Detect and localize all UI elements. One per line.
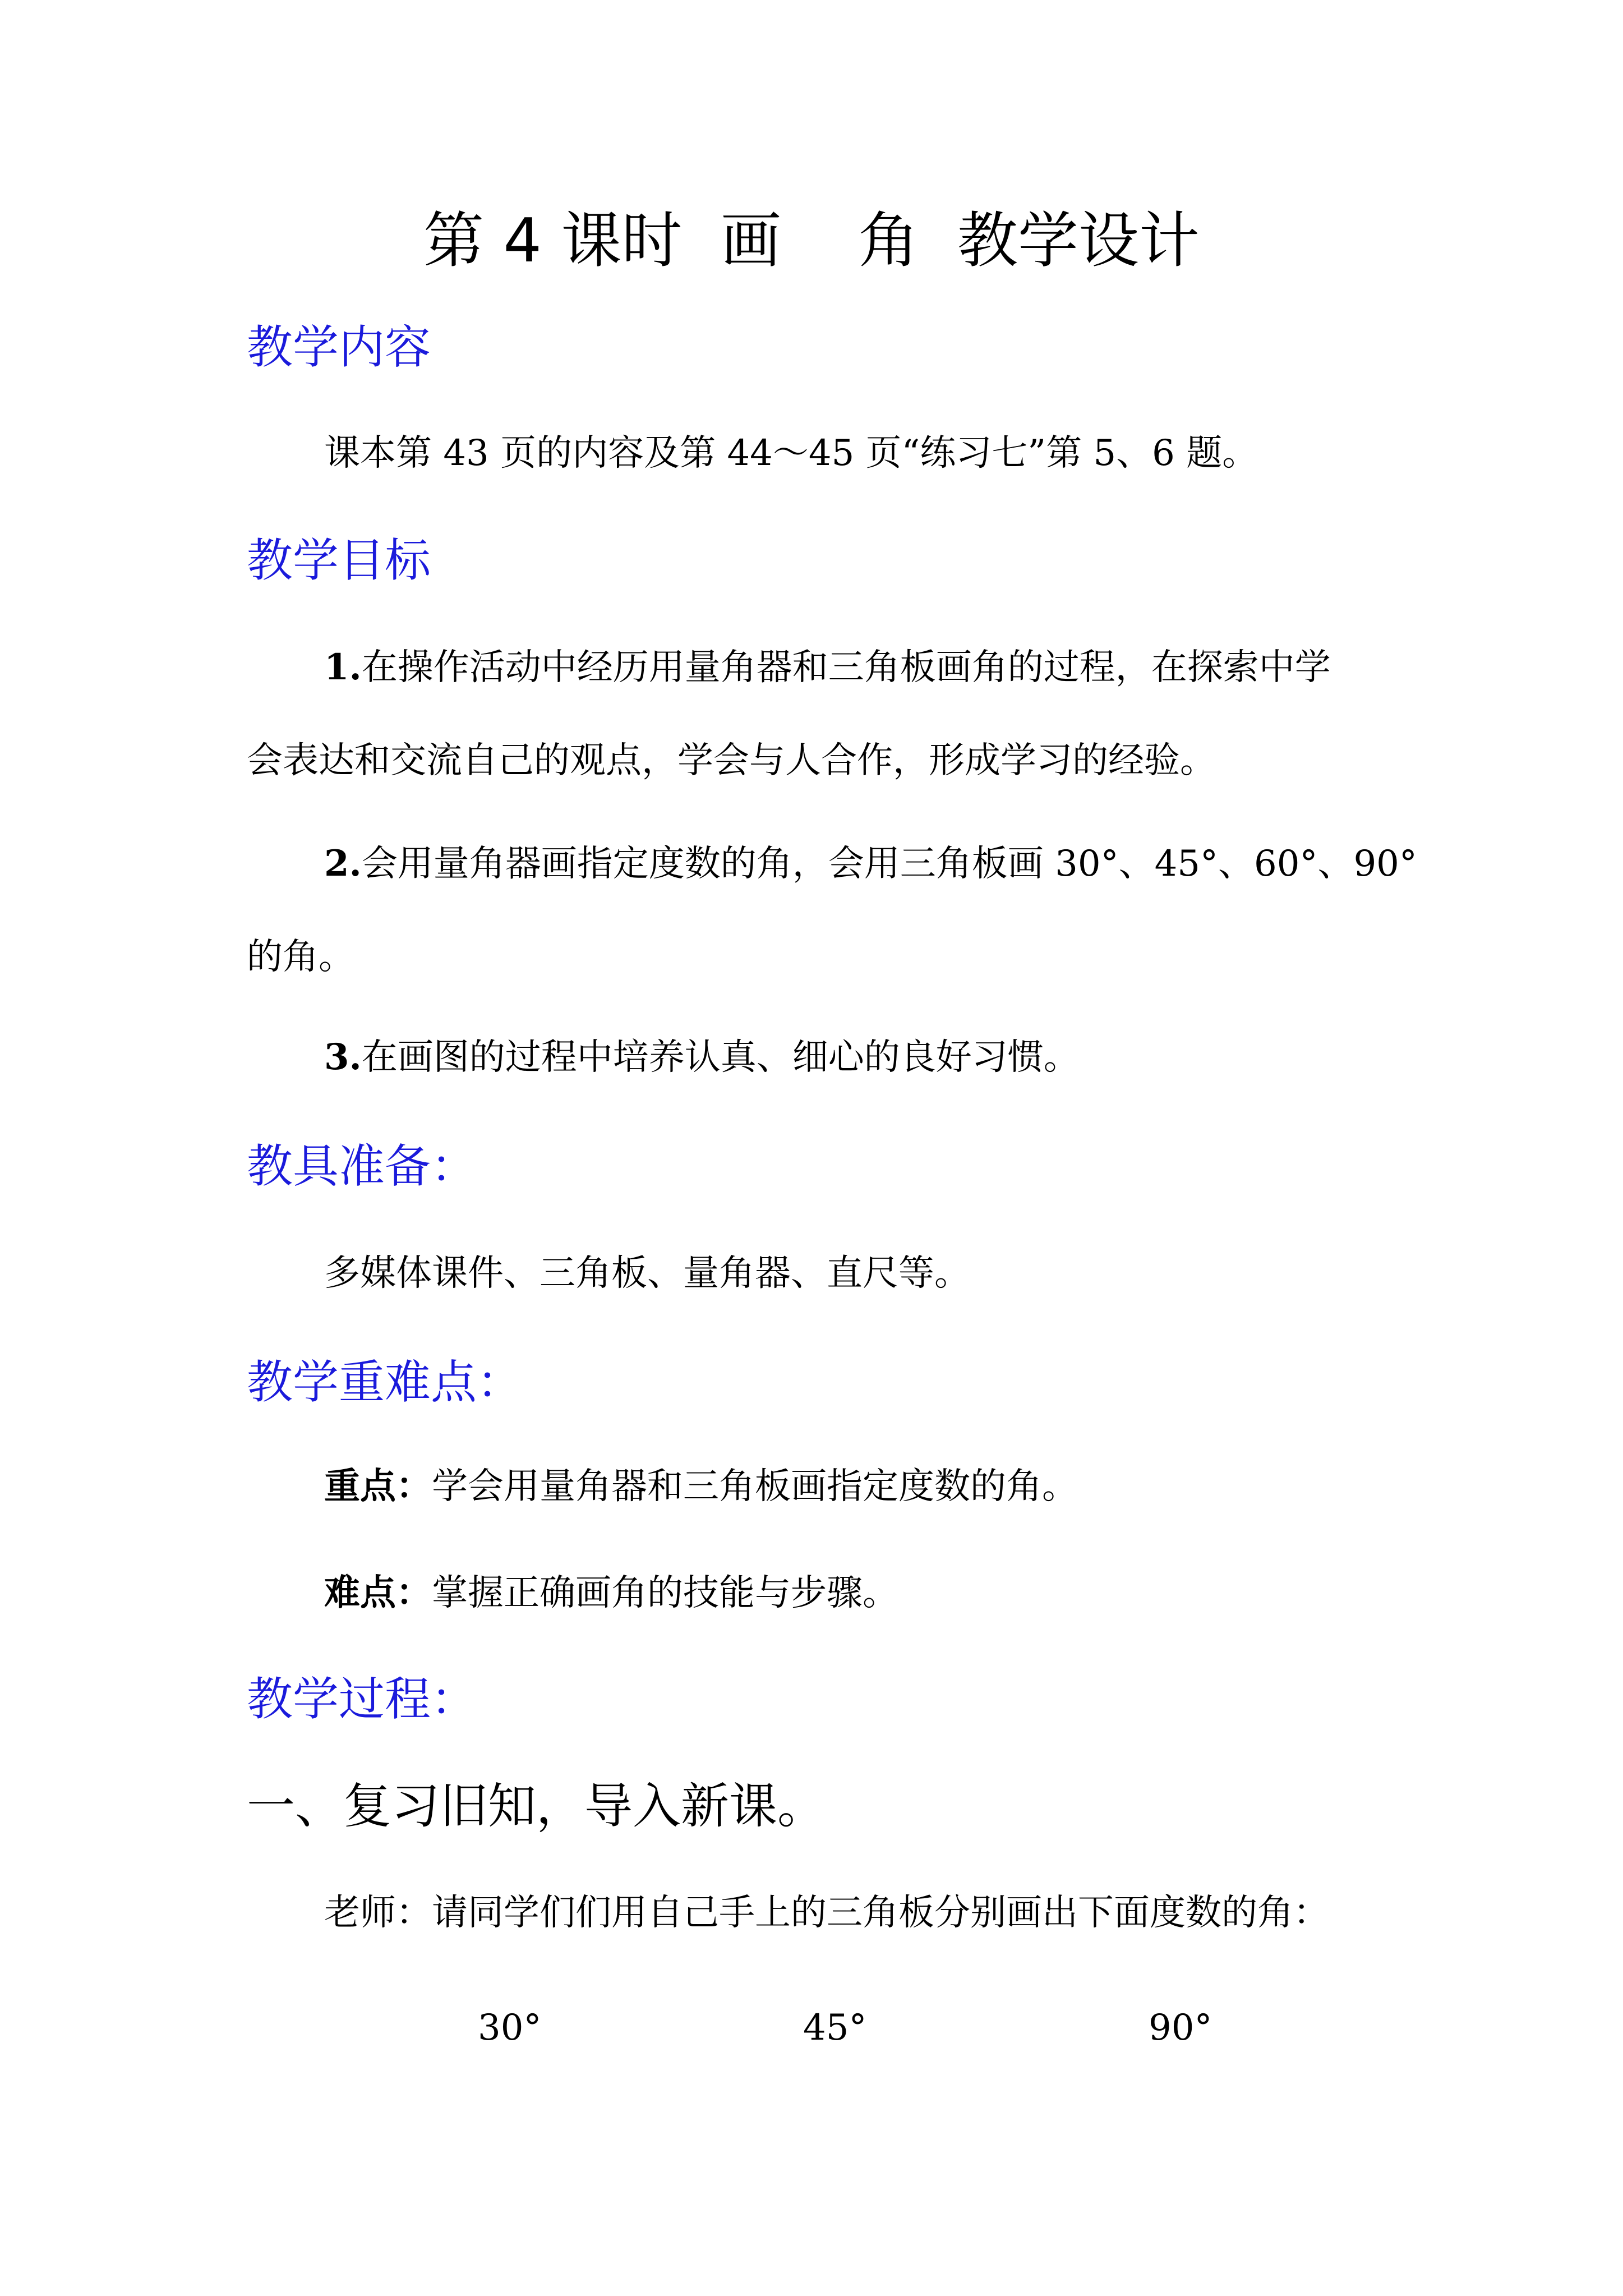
goal-item-2-text: 会用量角器画指定度数的角，会用三角板画 30°、45°、60°、90° [361, 843, 1417, 885]
teacher-text: 老师：请同学们们用自己手上的三角板分别画出下面度数的角： [324, 1892, 1329, 1934]
difficult-point-text: 掌握正确画角的技能与步骤。 [432, 1572, 898, 1614]
key-point [247, 1464, 1396, 1509]
heading-teaching-process: 教学过程： [247, 1673, 477, 1726]
goal-item-2-line1 [247, 841, 1417, 886]
goal-item-3-line1 [247, 1035, 1396, 1080]
document-title: 第 4 课时 画 角 教学设计 [423, 206, 1200, 276]
goal-item-2-line2: 的角。 [247, 936, 354, 978]
key-point-text: 学会用量角器和三角板画指定度数的角。 [432, 1466, 1078, 1507]
heading-teaching-content: 教学内容 [247, 321, 431, 374]
goal-item-2-number: 2. [324, 843, 362, 885]
goal-item-3-number: 3. [324, 1036, 362, 1078]
angle-30: 30° [478, 2007, 542, 2049]
angle-45: 45° [803, 2007, 867, 2049]
goal-item-1 [247, 645, 1396, 783]
goal-item-1-line2: 会表达和交流自己的观点，学会与人合作，形成学习的经验。 [247, 740, 1216, 781]
key-point-label: 重点： [324, 1465, 432, 1507]
angle-90: 90° [1149, 2007, 1212, 2049]
heading-key-points: 教学重难点： [247, 1356, 523, 1409]
content-text: 课本第 43 页的内容及第 44～45 页“练习七”第 5、6 题。 [324, 432, 1258, 474]
goal-item-1-line1 [247, 645, 1396, 690]
goal-item-1-number: 1. [324, 646, 362, 688]
heading-teaching-goals: 教学目标 [247, 534, 431, 587]
difficult-point [247, 1571, 1396, 1616]
tools-text: 多媒体课件、三角板、量角器、直尺等。 [324, 1253, 970, 1294]
heading-teaching-tools: 教具准备： [247, 1140, 477, 1193]
difficult-point-label: 难点： [324, 1572, 432, 1614]
goal-item-1-text: 在操作活动中经历用量角器和三角板画角的过程，在探索中学 [361, 647, 1331, 688]
step1-heading: 一、复习旧知，导入新课。 [247, 1778, 826, 1834]
goal-item-3-text: 在画图的过程中培养认真、细心的良好习惯。 [361, 1037, 1080, 1078]
goal-item-2 [247, 841, 1417, 979]
goal-item-3 [247, 1035, 1396, 1080]
